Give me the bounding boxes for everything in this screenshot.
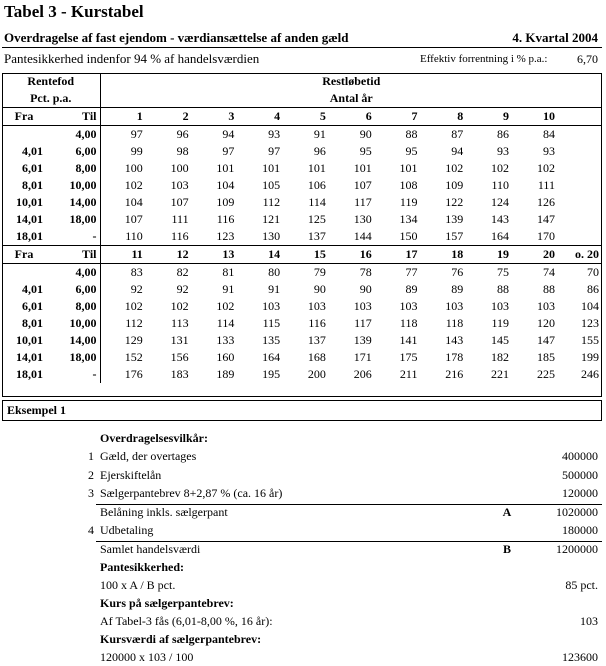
column-header: 2 — [146, 108, 192, 126]
table-cell: 246 — [581, 367, 599, 381]
rate-from: 18,01 — [16, 367, 43, 381]
item-number: 3 — [88, 486, 94, 500]
subtitle: Overdragelse af fast ejendom - værdiansættelse af anden gæld — [4, 30, 349, 45]
example-heading — [0, 559, 606, 576]
til-label: Til — [46, 108, 100, 126]
table-cell: 104 — [216, 178, 235, 192]
table-cell: 101 — [262, 161, 281, 175]
table-cell: 96 — [313, 144, 326, 158]
table-cell: 147 — [536, 333, 555, 347]
table-cell: 97 — [268, 144, 281, 158]
table-cell: 81 — [192, 264, 238, 282]
table-cell: 176 — [124, 367, 143, 381]
column-header: 18 — [420, 246, 466, 264]
antal-label: Antal år — [329, 91, 373, 105]
rate-to: 6,00 — [46, 281, 100, 298]
table-cell: 112 — [262, 195, 281, 209]
table-cell: 103 — [262, 299, 281, 313]
table-cell: 164 — [491, 229, 510, 243]
table-cell: 103 — [445, 299, 464, 313]
item-number: 2 — [88, 467, 94, 482]
rate-to: 4,00 — [46, 126, 100, 144]
pct-label: Pct. p.a. — [2, 90, 100, 108]
table-cell: 199 — [581, 350, 599, 364]
table-cell: 124 — [491, 195, 510, 209]
table-cell: 99 — [130, 144, 143, 158]
example-title: Eksempel 1 — [7, 403, 67, 417]
table-cell: 100 — [124, 161, 143, 175]
conditions-heading: Overdragelsesvilkår: — [100, 431, 208, 445]
table-cell: 86 — [587, 282, 599, 296]
column-header: 17 — [375, 246, 421, 264]
item-value: 1200000 — [556, 541, 598, 556]
kurs-value: 103 — [580, 614, 598, 628]
table-cell: 102 — [491, 161, 510, 175]
column-header: 11 — [100, 246, 146, 264]
column-header: 13 — [192, 246, 238, 264]
column-header: 3 — [192, 108, 238, 126]
item-number: 1 — [88, 449, 94, 463]
table-cell: 145 — [491, 333, 510, 347]
example-item — [0, 504, 606, 521]
column-header: 19 — [466, 246, 512, 264]
rate-from: 6,01 — [22, 161, 43, 175]
rate-to: 14,00 — [46, 194, 100, 211]
table-cell: 82 — [146, 264, 192, 282]
table-cell: 131 — [170, 333, 189, 347]
table-cell: 200 — [307, 367, 326, 381]
column-header: 1 — [100, 108, 146, 126]
table-cell: 135 — [262, 333, 281, 347]
table-cell: 139 — [353, 333, 372, 347]
item-value: 1020000 — [556, 504, 598, 519]
table-cell: 100 — [170, 161, 189, 175]
kurs-heading: Kurs på sælgerpantebrev: — [100, 596, 234, 610]
rate-from: 4,01 — [22, 282, 43, 296]
table-cell — [558, 211, 602, 228]
table-cell: 111 — [537, 178, 555, 192]
table-cell: 116 — [308, 316, 326, 330]
table-cell: 89 — [451, 282, 464, 296]
table-cell: 129 — [124, 333, 143, 347]
item-mark: A — [502, 504, 512, 519]
table-cell: 119 — [491, 316, 510, 330]
table-cell: 88 — [375, 126, 421, 144]
rate-to: 8,00 — [46, 298, 100, 315]
example-item — [0, 613, 606, 630]
table-cell: 195 — [262, 367, 281, 381]
table-cell: 183 — [170, 367, 189, 381]
table-cell: 101 — [353, 161, 372, 175]
table-cell: 175 — [399, 350, 418, 364]
table-cell: 168 — [307, 350, 326, 364]
table-cell: 147 — [536, 212, 555, 226]
table-cell: 143 — [491, 212, 510, 226]
table-cell: 102 — [216, 299, 235, 313]
table-cell: 150 — [399, 229, 418, 243]
column-header: 15 — [283, 246, 329, 264]
rate-to: 18,00 — [46, 211, 100, 228]
table-cell: 170 — [536, 229, 555, 243]
table-cell: 221 — [491, 367, 510, 381]
rate-to: 14,00 — [46, 332, 100, 349]
rate-from: 8,01 — [22, 316, 43, 330]
table-cell: 96 — [146, 126, 192, 144]
table-cell: 87 — [420, 126, 466, 144]
table-cell: 95 — [405, 144, 418, 158]
table-cell: 141 — [399, 333, 418, 347]
table-cell — [558, 194, 602, 211]
table-cell: 97 — [100, 126, 146, 144]
example-heading — [0, 631, 606, 648]
til-label: Til — [46, 246, 100, 264]
table-cell: 88 — [542, 282, 555, 296]
table-cell: 103 — [399, 299, 418, 313]
table-cell: 93 — [497, 144, 510, 158]
column-header: 12 — [146, 246, 192, 264]
table-cell: 79 — [283, 264, 329, 282]
column-header: o. 20 — [558, 246, 602, 264]
table-cell — [558, 143, 602, 160]
table-cell: 97 — [222, 144, 235, 158]
column-header: 6 — [329, 108, 375, 126]
item-number: 4 — [88, 523, 94, 537]
table-cell: 102 — [170, 299, 189, 313]
table-cell: 92 — [176, 282, 189, 296]
column-header: 7 — [375, 108, 421, 126]
example-heading — [0, 595, 606, 612]
example-item — [0, 522, 606, 539]
table-cell: 130 — [262, 229, 281, 243]
divider — [2, 47, 602, 48]
table-cell: 206 — [353, 367, 372, 381]
period-label: 4. Kvartal 2004 — [512, 30, 598, 45]
table-cell: 134 — [399, 212, 418, 226]
example-item — [0, 448, 606, 465]
rate-from — [2, 264, 46, 282]
table-cell: 152 — [124, 350, 143, 364]
table-cell: 83 — [100, 264, 146, 282]
item-text: Gæld, der overtages — [100, 449, 197, 463]
table-cell: 117 — [354, 195, 372, 209]
rate-to: 4,00 — [46, 264, 100, 282]
table-cell: 74 — [512, 264, 558, 282]
table-cell: 115 — [262, 316, 281, 330]
example-item — [0, 541, 606, 558]
table-cell: 103 — [491, 299, 510, 313]
rate-to: - — [46, 228, 100, 246]
table-cell: 160 — [216, 350, 235, 364]
table-cell: 109 — [445, 178, 464, 192]
table-cell: 91 — [268, 282, 281, 296]
table-cell: 110 — [491, 178, 510, 192]
table-cell: 84 — [512, 126, 558, 144]
table-cell: 114 — [216, 316, 235, 330]
table-cell: 101 — [216, 161, 235, 175]
rate-from: 10,01 — [16, 195, 43, 209]
kursvaerdi-value: 123600 — [562, 650, 598, 664]
table-cell: 164 — [262, 350, 281, 364]
item-text: Belåning inkls. sælgerpant — [100, 504, 228, 519]
table-cell: 102 — [536, 161, 555, 175]
table-cell — [558, 160, 602, 177]
table-cell: 80 — [237, 264, 283, 282]
table-cell: 93 — [237, 126, 283, 144]
table-cell: 137 — [307, 333, 326, 347]
table-cell: 114 — [308, 195, 326, 209]
example-item — [0, 649, 606, 666]
table-cell: 104 — [124, 195, 143, 209]
table-cell: 123 — [216, 229, 235, 243]
table-cell: 102 — [124, 178, 143, 192]
table-cell: 116 — [171, 229, 189, 243]
table-cell: 139 — [445, 212, 464, 226]
table-cell: 101 — [399, 161, 418, 175]
table-cell: 75 — [466, 264, 512, 282]
table-cell: 118 — [445, 316, 464, 330]
kurs-table — [2, 73, 602, 383]
rate-from: 14,01 — [16, 350, 43, 364]
table-cell: 70 — [558, 264, 602, 282]
table-cell: 101 — [307, 161, 326, 175]
item-value: 120000 — [562, 486, 598, 500]
table-cell: 91 — [283, 126, 329, 144]
security-heading: Pantesikkerhed: — [100, 560, 184, 574]
table-cell: 89 — [405, 282, 418, 296]
rate-to: 8,00 — [46, 160, 100, 177]
table-cell: 109 — [216, 195, 235, 209]
example-item — [0, 577, 606, 594]
table-cell: 77 — [375, 264, 421, 282]
table-cell: 103 — [353, 299, 372, 313]
table-cell: 90 — [359, 282, 372, 296]
example-item — [0, 485, 606, 502]
security-formula: 100 x A / B pct. — [100, 578, 176, 592]
rate-to: - — [46, 366, 100, 383]
column-header: 20 — [512, 246, 558, 264]
item-value: 500000 — [562, 467, 598, 482]
example-title-box — [2, 400, 602, 421]
table-cell: 107 — [124, 212, 143, 226]
table-cell: 126 — [536, 195, 555, 209]
rate-from: 6,01 — [22, 299, 43, 313]
table-cell: 211 — [399, 367, 418, 381]
rate-to: 18,00 — [46, 349, 100, 366]
table-cell: 108 — [399, 178, 418, 192]
item-mark: B — [502, 541, 511, 556]
table-cell: 125 — [307, 212, 326, 226]
page-title: Tabel 3 - Kurstabel — [4, 2, 144, 21]
rate-to: 10,00 — [46, 315, 100, 332]
table-cell: 116 — [216, 212, 235, 226]
column-header: 4 — [237, 108, 283, 126]
table-cell: 130 — [353, 212, 372, 226]
rate-from: 18,01 — [16, 229, 43, 243]
restlobetid-label: Restløbetid — [322, 74, 381, 88]
column-header: 16 — [329, 246, 375, 264]
column-header: 10 — [512, 108, 558, 126]
table-cell: 157 — [445, 229, 464, 243]
table-cell: 112 — [125, 316, 143, 330]
table-cell: 122 — [445, 195, 464, 209]
column-header: 5 — [283, 108, 329, 126]
table-cell: 133 — [216, 333, 235, 347]
rate-to: 6,00 — [46, 143, 100, 160]
table-cell: 171 — [353, 350, 372, 364]
kursvaerdi-formula: 120000 x 103 / 100 — [100, 650, 194, 664]
table-cell — [558, 126, 602, 144]
table-cell — [558, 228, 602, 246]
rate-from: 8,01 — [22, 178, 43, 192]
table-cell: 94 — [192, 126, 238, 144]
rate-label: Effektiv forrentning i % p.a.: — [420, 53, 548, 65]
rate-from: 4,01 — [22, 144, 43, 158]
table-cell: 86 — [466, 126, 512, 144]
rate-from: 10,01 — [16, 333, 43, 347]
table-cell: 78 — [329, 264, 375, 282]
item-text: Samlet handelsværdi — [100, 541, 201, 556]
security-value: 85 pct. — [565, 578, 598, 592]
table-cell: 178 — [445, 350, 464, 364]
fra-label: Fra — [2, 246, 46, 264]
rate-from — [2, 126, 46, 144]
example-heading — [0, 430, 606, 447]
item-text: Sælgerpantebrev 8+2,87 % (ca. 16 år) — [100, 486, 283, 500]
table-cell: 93 — [542, 144, 555, 158]
table-cell: 111 — [171, 212, 189, 226]
table-cell: 120 — [536, 316, 555, 330]
table-cell: 185 — [536, 350, 555, 364]
table-cell: 90 — [329, 126, 375, 144]
table-cell: 119 — [399, 195, 418, 209]
column-header — [558, 108, 602, 126]
table-cell: 103 — [307, 299, 326, 313]
fra-label: Fra — [2, 108, 46, 126]
rate-to: 10,00 — [46, 177, 100, 194]
table-cell: 118 — [399, 316, 418, 330]
kurs-text: Af Tabel-3 fås (6,01-8,00 %, 16 år): — [100, 614, 273, 628]
table-cell: 156 — [170, 350, 189, 364]
table-cell: 107 — [170, 195, 189, 209]
table-cell: 76 — [420, 264, 466, 282]
item-value: 400000 — [562, 449, 598, 463]
table-cell: 216 — [445, 367, 464, 381]
column-header: 9 — [466, 108, 512, 126]
item-text: Ejerskiftelån — [100, 467, 162, 482]
table-cell: 106 — [307, 178, 326, 192]
table-cell: 189 — [216, 367, 235, 381]
kursvaerdi-heading: Kursværdi af sælgerpantebrev: — [100, 632, 262, 646]
table-cell: 95 — [359, 144, 372, 158]
column-header: 8 — [420, 108, 466, 126]
table-cell: 225 — [536, 367, 555, 381]
table-cell: 143 — [445, 333, 464, 347]
table-cell: 91 — [222, 282, 235, 296]
rate-value: 6,70 — [577, 52, 598, 66]
table-cell: 123 — [581, 316, 599, 330]
table-cell: 105 — [262, 178, 281, 192]
table-cell: 92 — [130, 282, 143, 296]
table-cell: 98 — [176, 144, 189, 158]
item-value: 180000 — [562, 523, 598, 537]
table-cell: 103 — [170, 178, 189, 192]
table-cell: 104 — [581, 299, 599, 313]
table-cell: 137 — [307, 229, 326, 243]
column-header: 14 — [237, 246, 283, 264]
table-cell: 182 — [491, 350, 510, 364]
table-cell: 102 — [124, 299, 143, 313]
table-cell: 90 — [313, 282, 326, 296]
table-cell: 113 — [171, 316, 189, 330]
table-cell: 121 — [262, 212, 281, 226]
rate-from: 14,01 — [16, 212, 43, 226]
table-cell — [558, 177, 602, 194]
example-item — [0, 467, 606, 484]
table-cell: 107 — [353, 178, 372, 192]
security-note: Pantesikkerhed indenfor 94 % af handelsværdien — [4, 51, 260, 66]
item-text: Udbetaling — [100, 523, 154, 537]
table-cell: 144 — [353, 229, 372, 243]
table-cell: 117 — [354, 316, 372, 330]
table-cell: 103 — [536, 299, 555, 313]
table-cell: 110 — [125, 229, 143, 243]
table-cell: 102 — [445, 161, 464, 175]
table-cell: 155 — [581, 333, 599, 347]
table-cell: 88 — [497, 282, 510, 296]
rentefod-label: Rentefod — [2, 73, 100, 90]
table-cell: 94 — [451, 144, 464, 158]
